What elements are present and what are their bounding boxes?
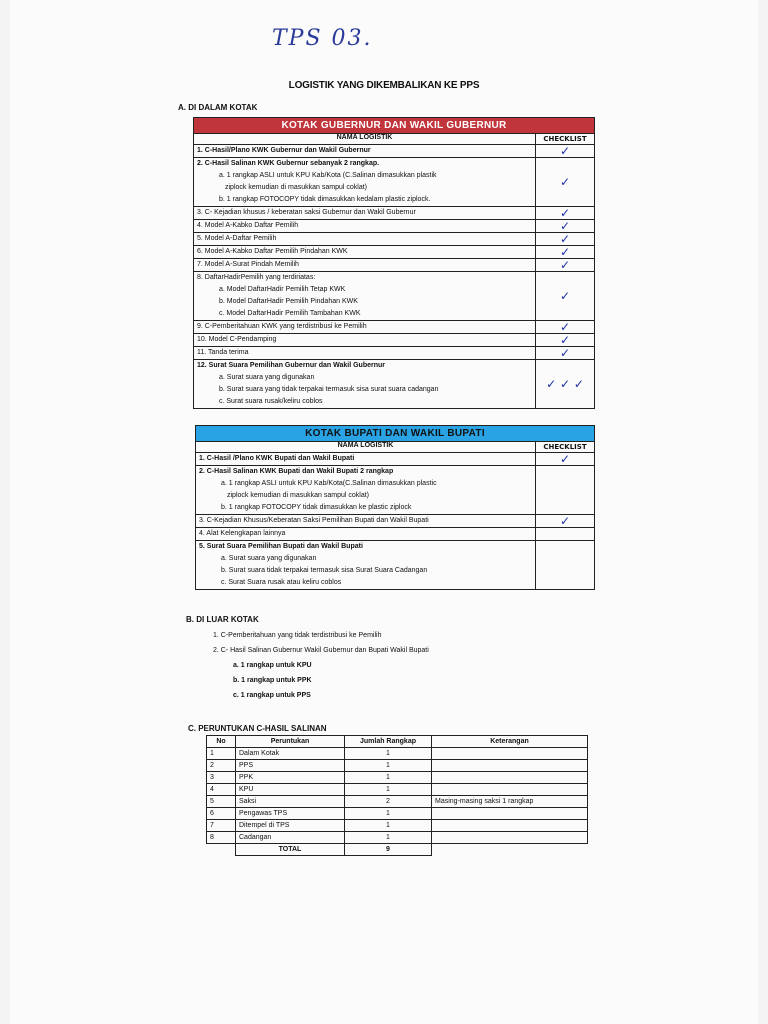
- checklist-row: [194, 272, 595, 321]
- checklist-row: [194, 321, 595, 334]
- checklist-row: [194, 246, 595, 259]
- logistik-line: 2. C-Hasil Salinan KWK Gubernur sebanyak 2 rangkap.: [197, 160, 380, 167]
- checklist-row: [196, 515, 595, 528]
- table-row: [207, 748, 588, 760]
- logistik-line: 7. Model A-Surat Pindah Memilih: [197, 261, 299, 268]
- checkmark-icon: [536, 466, 595, 515]
- logistik-line: 4. Alat Kelengkapan lainnya: [199, 530, 286, 537]
- logistik-line: a. Surat suara yang digunakan: [221, 555, 317, 562]
- logistik-line: b. Surat suara tidak terpakai termasuk sisa Surat Suara Cadangan: [221, 567, 428, 574]
- logistik-item: [194, 207, 536, 220]
- checkmark-icon: ✓: [536, 334, 595, 347]
- checkmark-icon: ✓: [536, 158, 595, 207]
- logistik-line: 6. Model A-Kabko Daftar Pemilih Pindahan KWK: [197, 248, 348, 255]
- outside-list-item: 2. C- Hasil Salinan Gubernur Wakil Gubernur dan Bupati Wakil Bupati: [213, 647, 429, 654]
- row-no: 3: [207, 772, 236, 784]
- checkmark-icon: [536, 528, 595, 541]
- logistik-line: 1. C-Hasil /Plano KWK Bupati dan Wakil Bupati: [199, 455, 355, 462]
- checklist-row: [194, 334, 595, 347]
- logistik-line: 10. Model C-Pendamping: [197, 336, 277, 343]
- outside-list-item: a. 1 rangkap untuk KPU: [233, 662, 312, 669]
- row-keterangan: [432, 808, 588, 820]
- header-keterangan: Keterangan: [432, 736, 588, 748]
- row-peruntukan: Ditempel di TPS: [236, 820, 345, 832]
- logistik-item: [196, 515, 536, 528]
- logistik-line: a. Surat suara yang digunakan: [219, 374, 315, 381]
- row-jumlah: 1: [345, 820, 432, 832]
- logistik-line: b. Surat suara yang tidak terpakai termasuk sisa surat suara cadangan: [219, 386, 439, 393]
- row-no: 5: [207, 796, 236, 808]
- row-jumlah: 1: [345, 784, 432, 796]
- row-peruntukan: PPK: [236, 772, 345, 784]
- peruntukan-rows: [207, 748, 588, 844]
- checkmark-icon: ✓: [536, 207, 595, 220]
- row-jumlah: 1: [345, 748, 432, 760]
- header-no: No: [207, 736, 236, 748]
- column-header-name: NAMA LOGISTIK: [196, 442, 536, 453]
- table-row: [207, 772, 588, 784]
- row-peruntukan: Cadangan: [236, 832, 345, 844]
- logistik-line: 3. C-Kejadian Khusus/Keberatan Saksi Pemilihan Bupati dan Wakil Bupati: [199, 517, 429, 524]
- section-c-heading: C. PERUNTUKAN C-HASIL SALINAN: [188, 724, 327, 733]
- row-peruntukan: Dalam Kotak: [236, 748, 345, 760]
- checkmark-icon: ✓: [536, 220, 595, 233]
- logistik-line: 9. C-Pemberitahuan KWK yang terdistribusi ke Pemilih: [197, 323, 367, 330]
- checkmark-icon: ✓: [536, 259, 595, 272]
- column-header-checklist: CHECKLIST: [536, 442, 595, 453]
- row-no: 6: [207, 808, 236, 820]
- section-a-heading: A. DI DALAM KOTAK: [178, 103, 258, 112]
- logistik-line: 5. Surat Suara Pemilihan Bupati dan Wakil Bupati: [199, 543, 363, 550]
- logistik-line: 4. Model A-Kabko Daftar Pemilih: [197, 222, 299, 229]
- logistik-item: [196, 528, 536, 541]
- checklist-row: [196, 541, 595, 590]
- row-no: 4: [207, 784, 236, 796]
- row-jumlah: 1: [345, 760, 432, 772]
- logistik-item: [196, 541, 536, 590]
- row-no: 8: [207, 832, 236, 844]
- row-keterangan: [432, 784, 588, 796]
- logistik-line: c. Surat Suara rusak atau keliru coblos: [221, 579, 342, 586]
- logistik-item: [196, 453, 536, 466]
- logistik-item: [196, 466, 536, 515]
- logistik-item: [194, 272, 536, 321]
- outside-list-item: 1. C-Pemberitahuan yang tidak terdistribusi ke Pemilih: [213, 632, 382, 639]
- checklist-row: [196, 466, 595, 515]
- checkmark-icon: ✓: [536, 453, 595, 466]
- checklist-row: [194, 233, 595, 246]
- kotak-gubernur-title: KOTAK GUBERNUR DAN WAKIL GUBERNUR: [194, 118, 595, 134]
- row-keterangan: Masing-masing saksi 1 rangkap: [432, 796, 588, 808]
- logistik-item: [194, 220, 536, 233]
- table-row: [207, 760, 588, 772]
- checklist-row: [196, 528, 595, 541]
- row-keterangan: [432, 772, 588, 784]
- checkmark-icon: ✓ ✓ ✓: [536, 360, 595, 409]
- document-page: [10, 0, 758, 1024]
- column-header-name: NAMA LOGISTIK: [194, 134, 536, 145]
- logistik-line: a. Model DaftarHadir Pemilih Tetap KWK: [219, 286, 346, 293]
- row-peruntukan: KPU: [236, 784, 345, 796]
- logistik-item: [194, 334, 536, 347]
- row-peruntukan: PPS: [236, 760, 345, 772]
- header-peruntukan: Peruntukan: [236, 736, 345, 748]
- logistik-line: 3. C- Kejadian khusus / keberatan saksi Gubernur dan Wakil Gubernur: [197, 209, 416, 216]
- checklist-row: [194, 360, 595, 409]
- kotak-gubernur-table: [193, 117, 595, 409]
- outside-list-item: b. 1 rangkap untuk PPK: [233, 677, 312, 684]
- total-label: TOTAL: [236, 844, 345, 856]
- kotak-bupati-title: KOTAK BUPATI DAN WAKIL BUPATI: [196, 426, 595, 442]
- checkmark-icon: ✓: [536, 347, 595, 360]
- logistik-line: 11. Tanda terima: [197, 349, 249, 356]
- table-row: [207, 808, 588, 820]
- logistik-line: 12. Surat Suara Pemilihan Gubernur dan Wakil Gubernur: [197, 362, 386, 369]
- row-keterangan: [432, 748, 588, 760]
- logistik-line: 2. C-Hasil Salinan KWK Bupati dan Wakil Bupati 2 rangkap: [199, 468, 394, 475]
- row-keterangan: [432, 760, 588, 772]
- checklist-row: [194, 158, 595, 207]
- checklist-row: [194, 347, 595, 360]
- row-jumlah: 1: [345, 832, 432, 844]
- logistik-line: c. Model DaftarHadir Pemilih Tambahan KWK: [219, 310, 361, 317]
- total-value: 9: [345, 844, 432, 856]
- logistik-item: [194, 321, 536, 334]
- logistik-line: 8. DaftarHadirPemilih yang terdiriatas:: [197, 274, 316, 281]
- logistik-item: [194, 259, 536, 272]
- outside-list-item: c. 1 rangkap untuk PPS: [233, 692, 311, 699]
- checklist-row: [196, 453, 595, 466]
- logistik-item: [194, 233, 536, 246]
- kotak-bupati-table: [195, 425, 595, 590]
- section-b-heading: B. DI LUAR KOTAK: [186, 615, 259, 624]
- checklist-row: [194, 145, 595, 158]
- logistik-item: [194, 347, 536, 360]
- checkmark-icon: ✓: [536, 321, 595, 334]
- logistik-line: b. Model DaftarHadir Pemilih Pindahan KWK: [219, 298, 358, 305]
- total-row: [207, 844, 588, 856]
- row-jumlah: 2: [345, 796, 432, 808]
- logistik-line: ziplock kemudian di masukkan sampul coklat): [225, 184, 368, 191]
- checkmark-icon: [536, 541, 595, 590]
- column-header-checklist: CHECKLIST: [536, 134, 595, 145]
- logistik-item: [194, 360, 536, 409]
- checkmark-icon: ✓: [536, 246, 595, 259]
- table-row: [207, 796, 588, 808]
- checklist-row: [194, 207, 595, 220]
- logistik-item: [194, 158, 536, 207]
- row-keterangan: [432, 820, 588, 832]
- logistik-line: ziplock kemudian di masukkan sampul coklat): [227, 492, 370, 499]
- peruntukan-table: [206, 735, 588, 856]
- checkmark-icon: ✓: [536, 233, 595, 246]
- logistik-line: c. Surat suara rusak/keliru coblos: [219, 398, 323, 405]
- logistik-line: a. 1 rangkap ASLI untuk KPU Kab/Kota (C.Salinan dimasukkan plastik: [219, 172, 437, 179]
- row-peruntukan: Saksi: [236, 796, 345, 808]
- row-jumlah: 1: [345, 772, 432, 784]
- logistik-line: b. 1 rangkap FOTOCOPY tidak dimasukkan kedalam plastic ziplock.: [219, 196, 431, 203]
- handwritten-label: TPS 03.: [272, 26, 373, 51]
- logistik-line: b. 1 rangkap FOTOCOPY tidak dimasukkan ke plastic ziplock: [221, 504, 412, 511]
- row-no: 1: [207, 748, 236, 760]
- row-keterangan: [432, 832, 588, 844]
- outside-box-list: [213, 628, 429, 703]
- kotak-gubernur-rows: [194, 145, 595, 409]
- checkmark-icon: ✓: [536, 515, 595, 528]
- checklist-row: [194, 259, 595, 272]
- table-header-row: [207, 736, 588, 748]
- kotak-bupati-rows: [196, 453, 595, 590]
- table-row: [207, 832, 588, 844]
- row-peruntukan: Pengawas TPS: [236, 808, 345, 820]
- logistik-line: 1. C-Hasil/Plano KWK Gubernur dan Wakil Gubernur: [197, 147, 371, 154]
- table-row: [207, 784, 588, 796]
- logistik-item: [194, 145, 536, 158]
- logistik-line: 5. Model A-Daftar Pemilih: [197, 235, 277, 242]
- table-row: [207, 820, 588, 832]
- page-title: LOGISTIK YANG DIKEMBALIKAN KE PPS: [288, 80, 480, 91]
- checklist-row: [194, 220, 595, 233]
- row-jumlah: 1: [345, 808, 432, 820]
- row-no: 7: [207, 820, 236, 832]
- checkmark-icon: ✓: [536, 145, 595, 158]
- checkmark-icon: ✓: [536, 272, 595, 321]
- logistik-item: [194, 246, 536, 259]
- header-jumlah: Jumlah Rangkap: [345, 736, 432, 748]
- row-no: 2: [207, 760, 236, 772]
- logistik-line: a. 1 rangkap ASLI untuk KPU Kab/Kota(C.Salinan dimasukkan plastic: [221, 480, 437, 487]
